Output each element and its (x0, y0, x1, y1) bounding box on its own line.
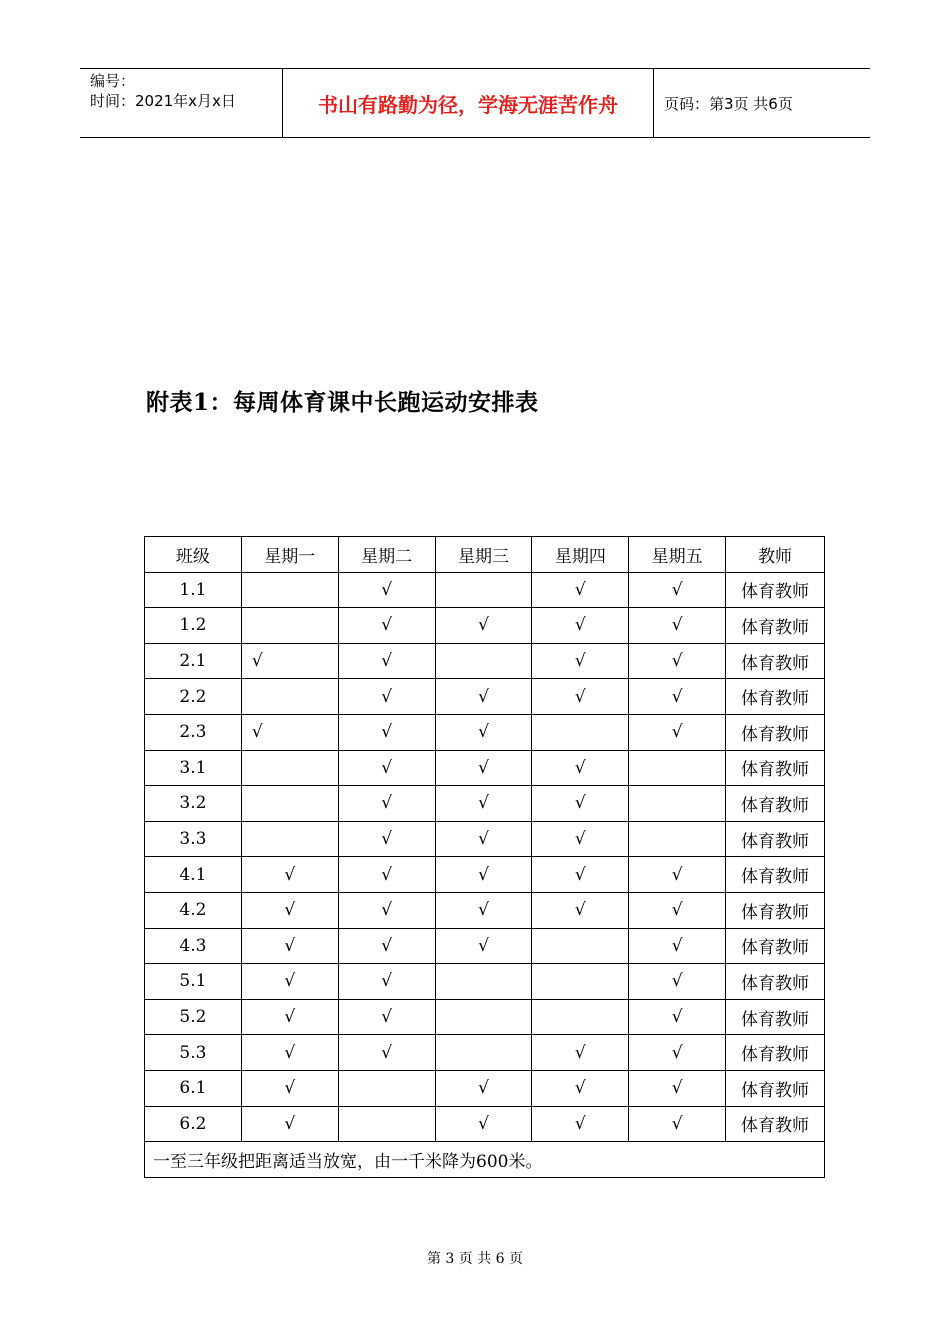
cell-class: 5.2 (145, 999, 242, 1035)
cell-friday: √ (629, 608, 726, 644)
cell-class: 1.2 (145, 608, 242, 644)
cell-tuesday: √ (338, 928, 435, 964)
cell-class: 6.1 (145, 1070, 242, 1106)
header-thursday: 星期四 (532, 537, 629, 573)
cell-teacher: 体育教师 (726, 679, 825, 715)
cell-monday (241, 679, 338, 715)
cell-wednesday: √ (435, 821, 532, 857)
cell-friday (629, 821, 726, 857)
table-row (145, 928, 825, 964)
header-motto: 书山有路勤为径，学海无涯苦作舟 (282, 69, 654, 137)
cell-wednesday (435, 572, 532, 608)
cell-teacher: 体育教师 (726, 964, 825, 1000)
cell-thursday: √ (532, 786, 629, 822)
cell-friday (629, 750, 726, 786)
cell-class: 6.2 (145, 1106, 242, 1142)
cell-class: 2.2 (145, 679, 242, 715)
cell-monday (241, 608, 338, 644)
cell-tuesday: √ (338, 999, 435, 1035)
table-row (145, 679, 825, 715)
cell-thursday (532, 928, 629, 964)
cell-class: 3.3 (145, 821, 242, 857)
cell-monday: √ (241, 892, 338, 928)
cell-monday (241, 786, 338, 822)
cell-monday (241, 572, 338, 608)
cell-teacher: 体育教师 (726, 643, 825, 679)
table-row (145, 572, 825, 608)
cell-tuesday: √ (338, 1035, 435, 1071)
cell-thursday: √ (532, 821, 629, 857)
cell-thursday: √ (532, 892, 629, 928)
cell-thursday (532, 999, 629, 1035)
cell-monday (241, 750, 338, 786)
cell-friday: √ (629, 1035, 726, 1071)
cell-wednesday (435, 999, 532, 1035)
cell-teacher: 体育教师 (726, 786, 825, 822)
table-row (145, 821, 825, 857)
cell-friday (629, 786, 726, 822)
cell-thursday: √ (532, 1035, 629, 1071)
table-row (145, 857, 825, 893)
cell-teacher: 体育教师 (726, 608, 825, 644)
table-row (145, 608, 825, 644)
cell-friday: √ (629, 892, 726, 928)
cell-thursday: √ (532, 1070, 629, 1106)
cell-tuesday: √ (338, 964, 435, 1000)
header-friday: 星期五 (629, 537, 726, 573)
cell-teacher: 体育教师 (726, 857, 825, 893)
cell-thursday: √ (532, 750, 629, 786)
schedule-table-body (145, 537, 825, 1178)
cell-friday: √ (629, 572, 726, 608)
cell-class: 5.3 (145, 1035, 242, 1071)
cell-monday: √ (241, 1106, 338, 1142)
table-row (145, 1035, 825, 1071)
cell-class: 3.2 (145, 786, 242, 822)
header-teacher: 教师 (726, 537, 825, 573)
cell-wednesday: √ (435, 1106, 532, 1142)
cell-thursday (532, 714, 629, 750)
cell-thursday: √ (532, 857, 629, 893)
cell-tuesday: √ (338, 786, 435, 822)
cell-class: 4.3 (145, 928, 242, 964)
header-page-label: 页码：第3页 共6页 (664, 94, 793, 113)
table-row (145, 1070, 825, 1106)
page-footer: 第 3 页 共 6 页 (426, 1251, 524, 1267)
cell-monday (241, 821, 338, 857)
cell-friday: √ (629, 928, 726, 964)
cell-wednesday (435, 1035, 532, 1071)
cell-friday: √ (629, 999, 726, 1035)
header-tuesday: 星期二 (338, 537, 435, 573)
cell-tuesday: √ (338, 821, 435, 857)
cell-monday: √ (241, 714, 338, 750)
cell-thursday (532, 964, 629, 1000)
cell-monday: √ (241, 1070, 338, 1106)
header-info (80, 69, 282, 137)
header-monday: 星期一 (241, 537, 338, 573)
cell-teacher: 体育教师 (726, 821, 825, 857)
cell-teacher: 体育教师 (726, 928, 825, 964)
cell-tuesday (338, 1070, 435, 1106)
cell-friday: √ (629, 643, 726, 679)
cell-wednesday: √ (435, 679, 532, 715)
cell-wednesday: √ (435, 608, 532, 644)
cell-teacher: 体育教师 (726, 999, 825, 1035)
cell-tuesday: √ (338, 608, 435, 644)
cell-friday: √ (629, 1106, 726, 1142)
cell-wednesday (435, 964, 532, 1000)
table-row (145, 643, 825, 679)
cell-tuesday: √ (338, 857, 435, 893)
table-row (145, 999, 825, 1035)
cell-wednesday: √ (435, 928, 532, 964)
cell-teacher: 体育教师 (726, 750, 825, 786)
cell-tuesday: √ (338, 714, 435, 750)
table-row (145, 964, 825, 1000)
cell-monday: √ (241, 999, 338, 1035)
cell-teacher: 体育教师 (726, 572, 825, 608)
schedule-table (144, 536, 825, 1178)
cell-thursday: √ (532, 608, 629, 644)
cell-wednesday: √ (435, 1070, 532, 1106)
cell-monday: √ (241, 964, 338, 1000)
table-row (145, 892, 825, 928)
cell-thursday: √ (532, 1106, 629, 1142)
table-row (145, 714, 825, 750)
cell-friday: √ (629, 1070, 726, 1106)
table-header-row (145, 537, 825, 573)
cell-friday: √ (629, 679, 726, 715)
cell-thursday: √ (532, 572, 629, 608)
cell-friday: √ (629, 964, 726, 1000)
cell-class: 4.1 (145, 857, 242, 893)
cell-tuesday: √ (338, 572, 435, 608)
cell-monday: √ (241, 928, 338, 964)
number-label: 编号： (90, 72, 136, 90)
cell-friday: √ (629, 857, 726, 893)
cell-wednesday: √ (435, 750, 532, 786)
table-note-row (145, 1142, 825, 1178)
cell-class: 3.1 (145, 750, 242, 786)
cell-teacher: 体育教师 (726, 714, 825, 750)
cell-tuesday: √ (338, 892, 435, 928)
table-note: 一至三年级把距离适当放宽，由一千米降为600米。 (145, 1142, 825, 1178)
cell-wednesday: √ (435, 786, 532, 822)
cell-teacher: 体育教师 (726, 892, 825, 928)
header-wednesday: 星期三 (435, 537, 532, 573)
cell-teacher: 体育教师 (726, 1035, 825, 1071)
cell-class: 1.1 (145, 572, 242, 608)
cell-class: 4.2 (145, 892, 242, 928)
cell-thursday: √ (532, 679, 629, 715)
date-label: 时间：2021年x月x日 (90, 92, 236, 110)
cell-monday: √ (241, 857, 338, 893)
cell-friday: √ (629, 714, 726, 750)
cell-tuesday: √ (338, 643, 435, 679)
cell-wednesday (435, 643, 532, 679)
page-header (80, 68, 870, 138)
table-row (145, 786, 825, 822)
header-class: 班级 (145, 537, 242, 573)
cell-tuesday: √ (338, 679, 435, 715)
table-title: 附表1：每周体育课中长跑运动安排表 (146, 389, 539, 416)
cell-teacher: 体育教师 (726, 1070, 825, 1106)
table-row (145, 1106, 825, 1142)
cell-tuesday: √ (338, 750, 435, 786)
cell-thursday: √ (532, 643, 629, 679)
cell-class: 2.1 (145, 643, 242, 679)
cell-class: 5.1 (145, 964, 242, 1000)
cell-tuesday (338, 1106, 435, 1142)
cell-class: 2.3 (145, 714, 242, 750)
cell-monday: √ (241, 1035, 338, 1071)
cell-wednesday: √ (435, 714, 532, 750)
cell-wednesday: √ (435, 892, 532, 928)
cell-teacher: 体育教师 (726, 1106, 825, 1142)
cell-wednesday: √ (435, 857, 532, 893)
cell-monday: √ (241, 643, 338, 679)
table-row (145, 750, 825, 786)
